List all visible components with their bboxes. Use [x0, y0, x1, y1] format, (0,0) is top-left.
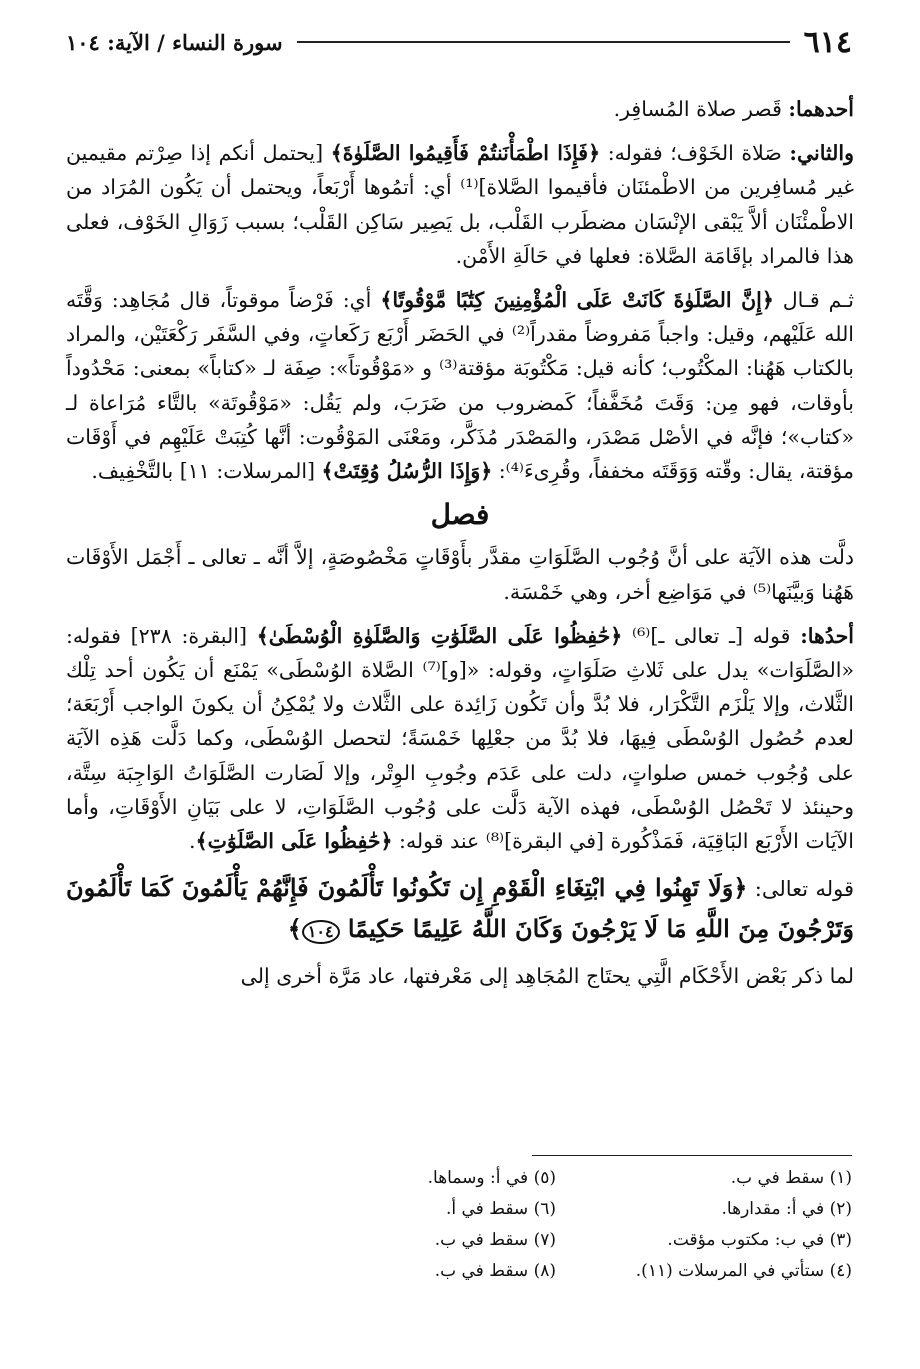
section-heading: فصل	[430, 498, 490, 532]
paragraph-text: قوله [ـ تعالى ـ]⁽⁶⁾	[622, 623, 801, 648]
page-number: ٦١٤	[803, 24, 852, 60]
paragraph-fifth	[66, 619, 854, 858]
paragraph-text: [يحتمل أنكم إذا صِرْتم مقيمين غير مُسافِرين من الاطْمئنَان فأقيموا الصَّلاة]⁽¹⁾ أي: أتمُوها أَرْبَعاً، ويحتمل أن يَكُون المُرَاد من الاطْمئْنَان ألاَّ يَبْقى الإنْسَان مضطَرب القَلْب، بل يَصِير سَاكِن القَلْب؛ بسبب زَوَالِ الخَوْف، فعلى هذا فالمراد بإقَامَة الصَّلاة: فعلها في حَالَةِ الأَمْن.	[66, 141, 854, 268]
ayah-number-badge: ١٠٤	[302, 920, 340, 944]
paragraph-text: [المرسلات: ١١] بالتَّخْفِيف.	[91, 459, 322, 484]
main-verse: ﴿وَلَا تَهِنُوا فِي ابْتِغَاءِ الْقَوْمِ إِن تَكُونُوا تَأْلَمُونَ فَإِنَّهُمْ يَأْلَمُونَ كَمَا تَأْلَمُونَ وَتَرْجُونَ مِنَ اللَّهِ مَا لَا يَرْجُونَ وَكَانَ اللَّهُ عَلِيمًا حَكِيمًا	[66, 873, 854, 944]
paragraph-last	[66, 959, 854, 993]
page-header	[66, 22, 852, 62]
paragraph-text: لما ذكر بَعْض الأَحْكَام الَّتِي يحتَاج المُجَاهِد إلى مَعْرفتها، عاد مَرَّة أخرى إلى	[240, 964, 854, 989]
paragraph-text: دلَّت هذه الآيَة على أنَّ وُجُوب الصَّلَوَاتِ مقدَّر بأَوْقَاتٍ مَخْصُوصَةٍ، إلاَّ أنَّه ـ تعالى ـ أَجْمَل الأَوْقَات هَهُنا وَبيَّنَها⁽⁵⁾ في مَوَاضِع أخر، وهي خَمْسَة.	[66, 545, 854, 604]
paragraph-text: قَصر صلاة المُسافِر.	[613, 97, 789, 121]
paragraph-second	[66, 136, 854, 273]
verse-close: ﴾	[287, 914, 302, 944]
verse-intro: قوله تعالى:	[747, 877, 854, 902]
paragraph-text: .	[189, 829, 196, 854]
footnote: (٣) في ب: مكتوب مؤقت.	[667, 1230, 852, 1250]
quran-quote: ﴿إِنَّ الصَّلَوٰةَ كَانَتْ عَلَى الْمُؤْمِنِينَ كِتَٰبًا مَّوْقُوتًا﴾	[380, 288, 774, 313]
footnote: (٨) سقط في ب.	[434, 1261, 556, 1281]
paragraph-lead: والثاني:	[789, 141, 855, 166]
paragraph-text: أي: فَرْضاً موقوتاً، قال مُجَاهِد: وَقَّتَه الله عَلَيْهم، وقيل: واجباً مَفروضاً مقدراً⁽²⁾ في الحَضَر أَرْبَع رَكَعاتٍ، وفي السَّفَر رَكْعَتَيْن، والمراد بالكتاب هَهُنا: المكْتُوب؛ كأنه قيل: مَكْتُوبَة مؤقتة⁽³⁾ و «مَوْقُوتاً»: صِفَة لـ «كتاباً» بمعنى: مَحْدُوداً بأوقات، فهو مِن: وَقَتَ مُخَفَّفاً؛ كَمضروب من ضَرَبَ، ولم يَقُل: «مَوْقُوتَة» بالتَّاء مُرَاعاة لـ «كتاب»؛ فإنَّه في الأصْل مَصْدَر، والمَصْدَر مُذَكَّر، ومَعْنَى المَوْقُوت: أنَّها كُتِبَتْ عَلَيْهِم في أَوْقَات مؤقتة، يقال: وقّته وَوَقَتَه مخففاً، وقُرِىءَ⁽⁴⁾:	[66, 288, 855, 484]
paragraph-lead: أحدُها:	[800, 623, 854, 648]
footnote-separator	[532, 1155, 852, 1156]
footnote-column-right	[596, 1163, 852, 1287]
footnote-column-left	[300, 1163, 556, 1287]
footnote: (٦) سقط في أ.	[445, 1199, 556, 1219]
main-text	[66, 92, 854, 1003]
paragraph-text: [البقرة: ٢٣٨] فقوله: «الصَّلَوَات» يدل على ثَلاثِ صَلَوَاتٍ، وقوله: «[و]⁽⁷⁾ الصَّلاة الوُسْطَى» يَمْنَع أن يَكُون أحد تِلْك الثَّلاث، وإلا يَلْزَم التَّكْرَار، فلا بُدَّ وأن تَكُون زَائِدة على الثَّلاث ولا يُمْكِنُ أن يكونَ الواجب أَرْبَعَة؛ لعدم حُصُول الوُسْطَى فِيهَا، فلا بُدَّ من جعْلِها خَمْسَةً؛ لتحصل الوُسْطَى، وكما دَلَّت هَذِه الآيَة على وُجُوب خمس صلواتٍ، دلت على عَدَم وجُوبِ الوِتْر، وإلا لَصَارت الصَّلَوَاتُ الوَاجِبَة سِتَّة، وحينئذ لا تَحْصُل الوُسْطَى، فهذه الآية دَلَّت على وُجُوب الصَّلَوَاتِ، لا على بَيَانِ الأَوْقَاتِ، وأما الآيَات الأَرْبَع البَاقِيَة، فَمَذْكُورة [في البقرة]⁽⁸⁾ عند قوله:	[66, 623, 854, 854]
quran-quote: ﴿حَٰفِظُوا عَلَى الصَّلَوَٰتِ﴾	[195, 829, 393, 854]
footnote: (١) سقط في ب.	[730, 1168, 852, 1188]
header-rule	[297, 41, 790, 43]
footnote: (٤) ستأتي في المرسلات (١١).	[635, 1261, 852, 1281]
running-title: سورة النساء / الآية: ١٠٤	[66, 29, 283, 55]
quran-quote: ﴿حَٰفِظُوا عَلَى الصَّلَوَٰتِ وَالصَّلَوٰةِ الْوُسْطَىٰ﴾	[256, 623, 623, 648]
footnote: (٢) في أ: مقدارها.	[721, 1199, 852, 1219]
footnotes	[300, 1163, 852, 1287]
quran-quote: ﴿فَإِذَا اطْمَأْنَنتُمْ فَأَقِيمُوا الصَّلَوٰةَ﴾	[330, 141, 601, 166]
quran-quote: ﴿وَإِذَا الرُّسُلُ وُقِتَتْ﴾	[321, 459, 493, 484]
verse-block	[66, 868, 854, 949]
paragraph-lead: أحدهما:	[788, 97, 854, 121]
footnote: (٥) في أ: وسماها.	[427, 1168, 556, 1188]
paragraph-text: صَلاة الخَوْف؛ فقوله:	[600, 141, 790, 166]
paragraph-third	[66, 283, 854, 488]
paragraph-first	[66, 92, 854, 126]
paragraph-text: ثـم قـال	[773, 288, 854, 313]
footnote: (٧) سقط في ب.	[434, 1230, 556, 1250]
paragraph-fourth	[66, 540, 854, 608]
